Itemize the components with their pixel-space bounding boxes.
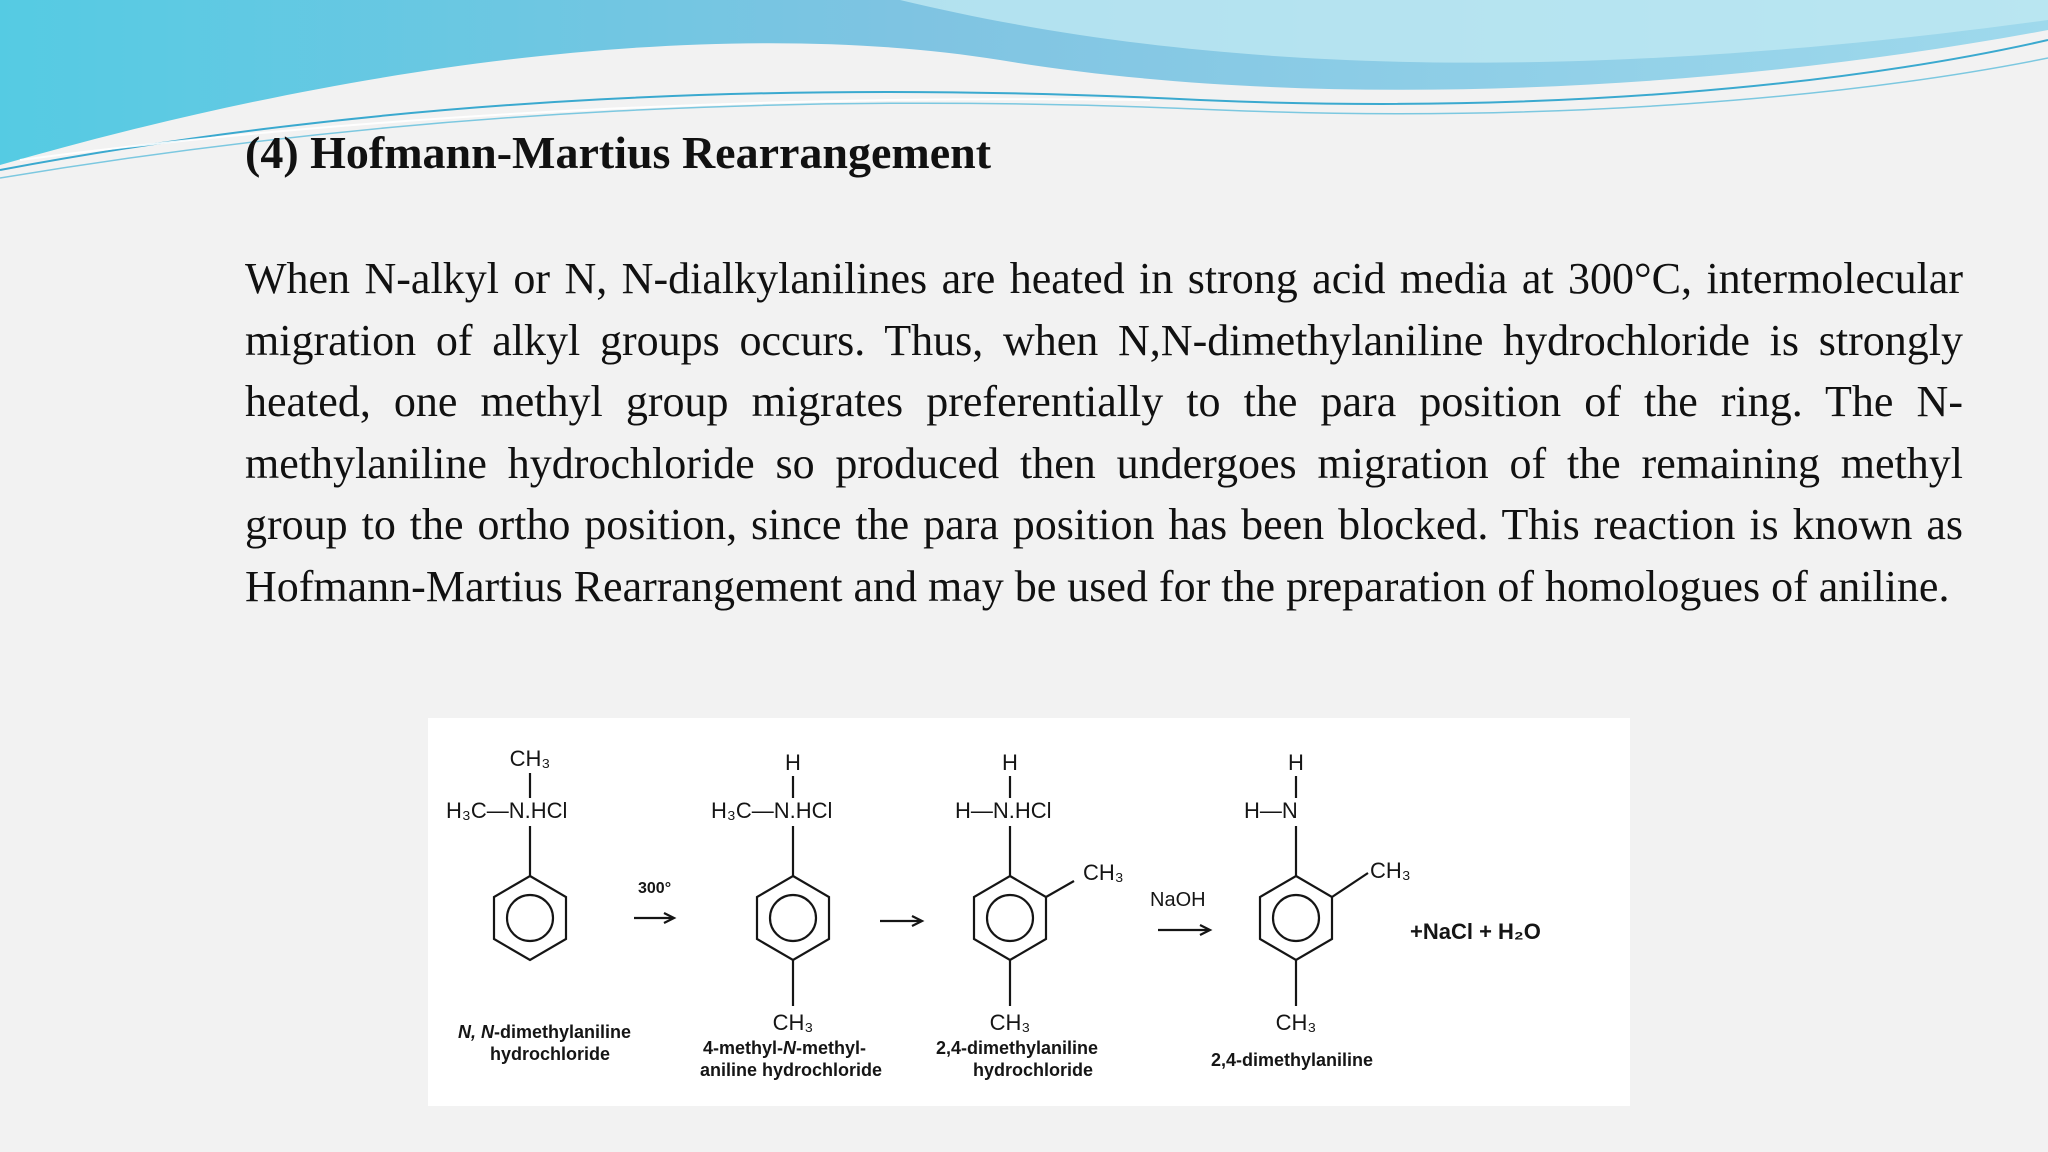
- body-paragraph: When N-alkyl or N, N-dialkylanilines are heated in strong acid media at 300°C, intermolecular migration of alkyl groups occurs. Thus, when N,N-dimethylaniline hydrochloride is strongly heated, one methyl group migrates preferentially to the para position of the ring. The N-methylaniline hydrochloride so produced then undergoes migration of the remaining methyl group to the ortho position, since the para position has been blocked. This reaction is known as Hofmann-Martius Rearrangement and may be used for the preparation of homologues of aniline.: [245, 254, 1963, 611]
- m4-n-group: H—N: [1244, 798, 1298, 823]
- m3-caption-line2: hydrochloride: [973, 1060, 1094, 1080]
- m1-top-group: CH₃: [509, 746, 551, 771]
- m2-para-group: CH₃: [772, 1010, 814, 1035]
- m3-ortho-group: CH₃: [1083, 860, 1124, 885]
- arrow1-label: 300°: [638, 880, 672, 897]
- arrow3-label: NaOH: [1150, 889, 1206, 911]
- m1-n-group: H₃C—N.HCl: [446, 798, 568, 823]
- m3-top-group: H: [1002, 750, 1018, 775]
- reaction-arrow-2: [880, 916, 922, 926]
- m2-caption-line2: aniline hydrochloride: [700, 1060, 883, 1080]
- m2-n-group: H₃C—N.HCl: [711, 798, 833, 823]
- m4-top-group: H: [1288, 750, 1304, 775]
- reaction-scheme: [428, 718, 1630, 1106]
- m1-caption-line1: N, N-dimethylaniline: [458, 1022, 632, 1042]
- reaction-arrow-3: [1158, 925, 1210, 935]
- slide-title: (4) Hofmann-Martius Rearrangement: [245, 127, 992, 178]
- m2-top-group: H: [785, 750, 801, 775]
- reaction-arrow-1: [634, 913, 674, 923]
- m4-para-group: CH₃: [1275, 1010, 1317, 1035]
- m3-para-group: CH₃: [989, 1010, 1031, 1035]
- m3-n-group: H—N.HCl: [955, 798, 1052, 823]
- m4-ortho-group: CH₃: [1370, 858, 1411, 883]
- byproducts-label: +NaCl + H₂O: [1410, 919, 1541, 944]
- m3-caption-line1: 2,4-dimethylaniline: [936, 1038, 1099, 1058]
- m1-caption-line2: hydrochloride: [490, 1044, 611, 1064]
- m4-caption-line1: 2,4-dimethylaniline: [1211, 1050, 1374, 1070]
- m2-caption-line1: 4-methyl-N-methyl-: [703, 1038, 867, 1058]
